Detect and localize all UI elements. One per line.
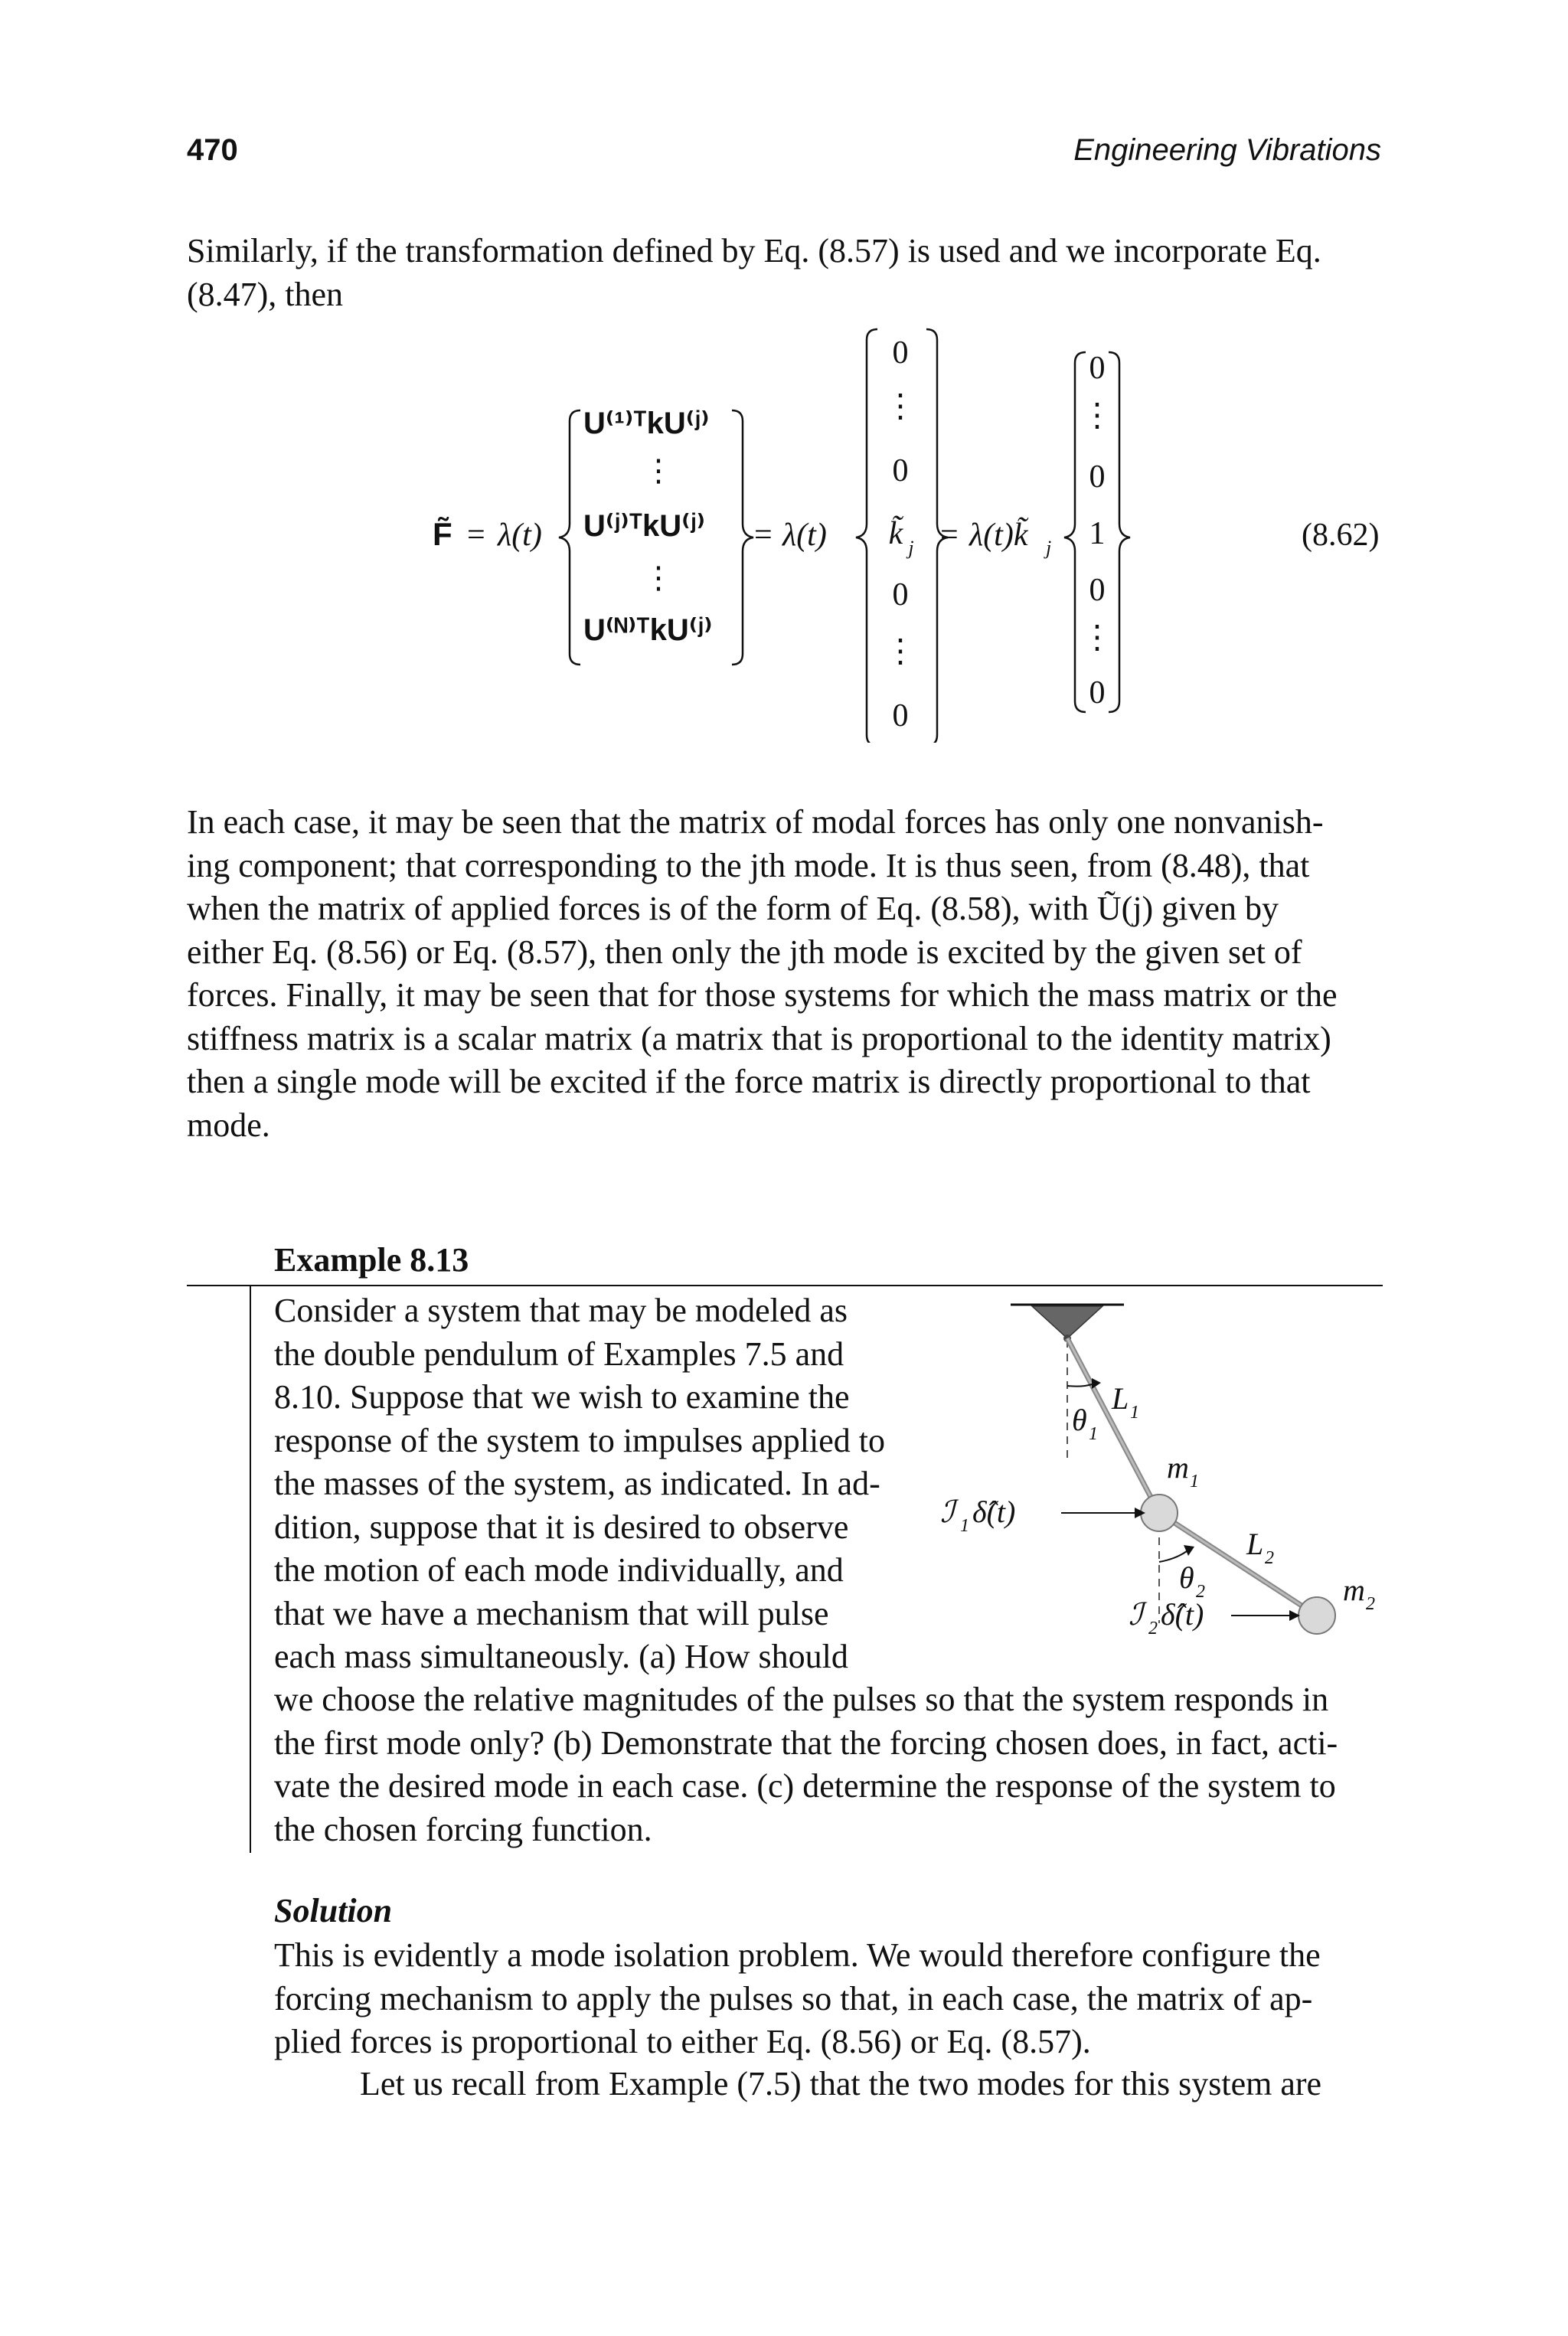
label-m2: m <box>1343 1573 1365 1607</box>
vector2-entry-4: k̃ <box>888 516 903 551</box>
vector1-entry-2: ⋮ <box>643 454 674 488</box>
ex-line-1: Consider a system that may be modeled as <box>274 1292 848 1329</box>
p2-line-1: In each case, it may be seen that the matrix of modal forces has only one nonvanish- <box>187 803 1324 841</box>
example-top-rule <box>187 1285 1383 1286</box>
intro-line-1: Similarly, if the transformation defined by Eq. (8.57) is used and we incorporate Eq. <box>187 232 1321 270</box>
vector3-entry-1: 0 <box>1089 351 1106 386</box>
ex-line-9: each mass simultaneously. (a) How should <box>274 1638 848 1675</box>
p2-line-4: either Eq. (8.56) or Eq. (8.57), then only the jth mode is excited by the given set of <box>187 933 1302 971</box>
intro-line-2: (8.47), then <box>187 275 344 313</box>
eq-lhs: F̃ <box>433 516 452 552</box>
solution-title: Solution <box>274 1892 393 1929</box>
equation-number: (8.62) <box>1302 518 1380 553</box>
ex-line-11: the first mode only? (b) Demonstrate that the forcing chosen does, in fact, acti- <box>274 1723 1338 1762</box>
label-impulse2-fn: δ̂(t) <box>1161 1597 1204 1632</box>
eq-lambda-k-sub: j <box>1046 537 1052 559</box>
paragraph-modal-forces <box>187 801 1383 1147</box>
eq-lambda-1: λ(t) <box>498 518 542 553</box>
brace-vector1 <box>559 410 580 665</box>
vector2-entry-6: ⋮ <box>884 634 916 669</box>
equation-8-62 <box>0 314 1568 743</box>
ex-line-4: response of the system to impulses applied to <box>274 1421 885 1459</box>
vector3-entry-7: 0 <box>1089 675 1106 711</box>
vector3-entry-2: ⋮ <box>1081 398 1113 433</box>
vector3-entry-3: 0 <box>1089 459 1106 495</box>
vector2-entry-3: 0 <box>892 453 909 488</box>
ex-line-3: 8.10. Suppose that we wish to examine the <box>274 1378 850 1416</box>
solution-paragraph <box>274 1934 1383 2064</box>
vector2-entry-2: ⋮ <box>884 389 916 424</box>
vector1-entry-4: ⋮ <box>643 561 674 595</box>
ex-line-2: the double pendulum of Examples 7.5 and <box>274 1335 844 1373</box>
label-m1: m <box>1167 1450 1189 1485</box>
eq-equals-2: = <box>754 518 773 553</box>
ex-line-7: the motion of each mode individually, and <box>274 1551 844 1589</box>
label-L1: L <box>1112 1381 1129 1416</box>
vector1-entry-1: U⁽¹⁾ᵀkU⁽ʲ⁾ <box>583 407 710 440</box>
pivot-support <box>1032 1306 1102 1338</box>
ex-line-5: the masses of the system, as indicated. In ad- <box>274 1465 880 1502</box>
label-m1-sub: 1 <box>1190 1472 1199 1491</box>
brace-vector1-right <box>732 410 753 665</box>
label-L2-sub: 2 <box>1265 1548 1274 1568</box>
label-theta1: θ <box>1072 1403 1087 1437</box>
example-text-full-width <box>274 1678 1383 1851</box>
mass-2 <box>1298 1597 1335 1634</box>
intro-paragraph <box>187 230 1383 316</box>
brace-vector2 <box>856 329 877 743</box>
vector2-entry-5: 0 <box>892 577 909 613</box>
vector1-entry-3: U⁽ʲ⁾ᵀkU⁽ʲ⁾ <box>583 509 705 543</box>
eq-lambda-2: λ(t) <box>782 518 827 553</box>
theta1-arrowhead <box>1092 1378 1101 1389</box>
page-number: 470 <box>187 133 238 167</box>
example-side-rule <box>250 1286 251 1853</box>
mass-1 <box>1141 1495 1178 1531</box>
sol-line-3: plied forces is proportional to either Eq. (8.56) or Eq. (8.57). <box>274 2023 1091 2060</box>
vector2-entry-1: 0 <box>892 335 909 371</box>
label-m2-sub: 2 <box>1366 1594 1375 1614</box>
label-theta2-sub: 2 <box>1196 1582 1205 1602</box>
p2-line-5: forces. Finally, it may be seen that for those systems for which the mass matrix or the <box>187 976 1338 1014</box>
ex-line-12: vate the desired mode in each case. (c) determine the response of the system to <box>274 1767 1336 1805</box>
eq-equals-1: = <box>467 518 485 553</box>
label-theta2: θ <box>1179 1560 1194 1595</box>
vector3-entry-5: 0 <box>1089 573 1106 608</box>
eq-lambda-k: λ(t)k̃ <box>969 518 1028 553</box>
theta2-arrowhead <box>1184 1545 1194 1556</box>
label-impulse1: ℐ <box>940 1495 955 1529</box>
solution-last-line: Let us recall from Example (7.5) that the two modes for this system are <box>360 2065 1322 2102</box>
example-title: Example 8.13 <box>274 1241 469 1279</box>
example-text-beside-figure <box>274 1289 910 1679</box>
p2-line-7: then a single mode will be excited if the force matrix is directly proportional to that <box>187 1063 1311 1100</box>
running-title: Engineering Vibrations <box>1073 133 1381 167</box>
ex-line-13: the chosen forcing function. <box>274 1810 652 1848</box>
label-impulse2: ℐ <box>1129 1597 1143 1632</box>
ex-line-6: dition, suppose that it is desired to observe <box>274 1508 849 1546</box>
p2-line-2: ing component; that corresponding to the jth mode. It is thus seen, from (8.48), that <box>187 846 1310 884</box>
label-theta1-sub: 1 <box>1089 1424 1098 1444</box>
p2-line-6: stiffness matrix is a scalar matrix (a matrix that is proportional to the identity matrix) <box>187 1019 1331 1057</box>
vector3-entry-6: ⋮ <box>1081 620 1113 655</box>
vector2-entry-7: 0 <box>892 698 909 733</box>
ex-line-8: that we have a mechanism that will pulse <box>274 1594 829 1632</box>
vector1-entry-5: U⁽ᴺ⁾ᵀkU⁽ʲ⁾ <box>583 613 713 647</box>
p2-line-8: mode. <box>187 1106 270 1144</box>
label-impulse2-sub: 2 <box>1148 1619 1158 1638</box>
label-L2: L <box>1246 1527 1264 1561</box>
ex-line-10: we choose the relative magnitudes of the pulses so that the system responds in <box>274 1681 1329 1718</box>
p2-line-3: when the matrix of applied forces is of the form of Eq. (8.58), with Ũ(j) given by <box>187 890 1279 927</box>
label-impulse1-sub: 1 <box>960 1516 969 1536</box>
sol-line-2: forcing mechanism to apply the pulses so that, in each case, the matrix of ap- <box>274 1979 1313 2017</box>
theta1-arc <box>1067 1384 1092 1387</box>
double-pendulum-figure <box>919 1294 1393 1661</box>
label-L1-sub: 1 <box>1130 1403 1139 1423</box>
label-impulse1-fn: δ̂(t) <box>972 1495 1016 1529</box>
vector3-entry-4: 1 <box>1089 516 1106 551</box>
vector2-entry-4-sub: j <box>908 537 914 559</box>
eq-equals-3: = <box>940 518 959 553</box>
sol-line-1: This is evidently a mode isolation problem. We would therefore configure the <box>274 1936 1321 1974</box>
